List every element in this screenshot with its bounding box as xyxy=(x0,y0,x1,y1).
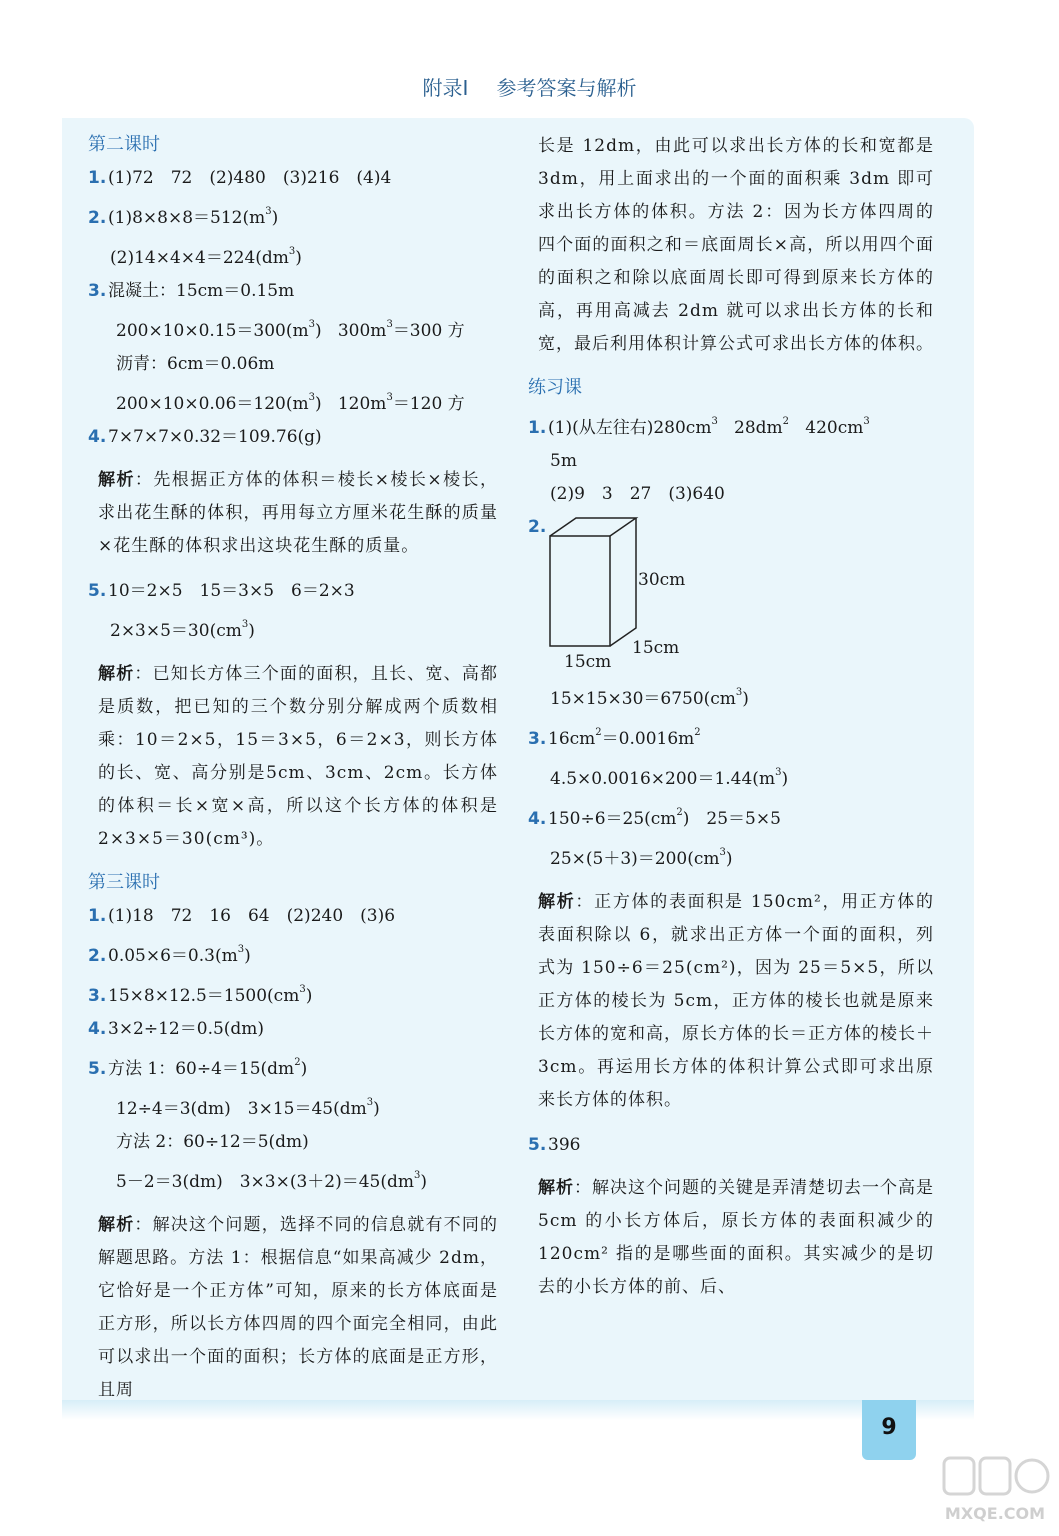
width-label: 15cm xyxy=(564,652,612,672)
answer-line: 5－2＝3(dm) $3\times 3\times(3+2)=45(dm^3)$ xyxy=(116,1170,428,1192)
answer-line: 3. $16cm^2=0.0016m^2$ xyxy=(528,727,701,749)
answer-line: 2. xyxy=(528,517,547,537)
answer-line: $200\times 10\times 0.15=300(m^3)$ $300m^3=300$ 方 xyxy=(116,319,465,341)
explanation-block: 解析：正方体的表面积是 150cm²，用正方体的表面积除以 6，就求出正方体一个面的面积，列式为 150÷6＝25(cm²)，因为 25＝5×5，所以正方体的棱长为 5cm，正方体的棱长也就是原来长方体的宽和高，原长方体的长＝正方体的棱长＋3cm。再运用长方体的体积计算公式即可求出原来长方体的体积。 xyxy=(538,892,935,1110)
cuboid-figure xyxy=(538,516,738,672)
answer-line: 5. 10＝2×5 15＝3×5 6＝2×3 xyxy=(88,581,355,601)
watermark-logo xyxy=(940,1452,1050,1530)
page-number: 9 xyxy=(862,1400,916,1460)
answer-line: 2. $0.05\times 6=0.3(m^3)$ xyxy=(88,944,251,966)
answer-line: 5m xyxy=(550,451,577,471)
section-title-practice: 练习课 xyxy=(528,377,582,398)
answer-line: 3. 混凝土：15cm＝0.15m xyxy=(88,281,295,301)
answer-line: $2\times 3\times 5=30(cm^3)$ xyxy=(110,619,255,641)
right-column xyxy=(528,122,934,1316)
answer-line: $25\times(5+3)=200(cm^3)$ xyxy=(550,847,733,869)
answer-line: $200\times 10\times 0.06=120(m^3)$ $120m^3=120$ 方 xyxy=(116,392,465,414)
answer-line: 4. $150\div 6=25(cm^2)$ 25＝5×5 xyxy=(528,807,781,829)
answer-line: $(2)14\times 4\times 4=224(dm^3)$ xyxy=(110,246,302,268)
answer-line: 3. $15\times 8\times 12.5=1500(cm^3)$ xyxy=(88,984,313,1006)
answer-line: 12÷4＝3(dm) $3\times 15=45(dm^3)$ xyxy=(116,1097,380,1119)
page-header xyxy=(0,72,1059,101)
answer-line: 2. $(1)8\times 8\times 8=512(m^3)$ xyxy=(88,206,279,228)
answer-line: 1. (1)72 72 (2)480 (3)216 (4)4 xyxy=(88,168,392,188)
watermark-text: MXQE.COM xyxy=(944,1504,1046,1523)
answer-line: $4.5\times 0.0016\times 200=1.44(m^3)$ xyxy=(550,767,789,789)
answer-line: 方法 2：60÷12＝5(dm) xyxy=(116,1132,309,1152)
header-title: 参考答案与解析 xyxy=(496,76,637,100)
answer-line: 1. (1)(从左往右)$280cm^3$ $28dm^2$ $420cm^3$ xyxy=(528,416,870,438)
answer-line: 1. (1)18 72 16 64 (2)240 (3)6 xyxy=(88,906,396,926)
explanation-continued: 长是 12dm，由此可以求出长方体的长和宽都是 3dm，用上面求出的一个面的面积乘 3dm 即可求出长方体的体积。方法 2：因为长方体四周的四个面的面积之和＝底面周长×高，所以用四个面的面积之和除以底面周长即可得到原来长方体的高，再用高减去 2dm 就可以求出长方体的长和宽，最后利用体积计算公式可求出长方体的体积。 xyxy=(538,136,934,354)
section-title-lesson2: 第二课时 xyxy=(88,134,160,155)
answer-line: 5. 396 xyxy=(528,1135,581,1155)
answer-line: 4. 3×2÷12＝0.5(dm) xyxy=(88,1019,265,1039)
section-title-lesson3: 第三课时 xyxy=(88,872,160,893)
answer-line: 沥青：6cm＝0.06m xyxy=(116,354,275,374)
explanation-block: 解析：已知长方体三个面的面积，且长、宽、高都是质数，把已知的三个数分别分解成两个质数相乘：10＝2×5，15＝3×5，6＝2×3，则长方体的长、宽、高分别是5cm、3cm、2cm。长方体的体积＝长×宽×高，所以这个长方体的体积是 2×3×5＝30(cm³)。 xyxy=(98,664,499,849)
answer-line: $15\times 15\times 30=6750(cm^3)$ xyxy=(550,687,749,709)
answer-line: 4. 7×7×7×0.32＝109.76(g) xyxy=(88,427,322,447)
explanation-block: 解析：解决这个问题，选择不同的信息就有不同的解题思路。方法 1：根据信息“如果高减少 2dm，它恰好是一个正方体”可知，原来的长方体底面是正方形，所以长方体四周的四个面完全相同，由此可以求出一个面的面积；长方体的底面是正方形，且周 xyxy=(98,1215,499,1400)
explanation-block: 解析：解决这个问题的关键是弄清楚切去一个高是 5cm 的小长方体后，原长方体的表面积减少的 120cm² 指的是哪些面的面积。其实减少的是切去的小长方体的前、后、 xyxy=(538,1178,934,1297)
explanation-block: 解析：先根据正方体的体积＝棱长×棱长×棱长，求出花生酥的体积，再用每立方厘米花生酥的质量×花生酥的体积求出这块花生酥的质量。 xyxy=(98,470,498,556)
depth-label: 15cm xyxy=(632,638,680,658)
answer-line: 5. 方法 1：$60\div 4=15(dm^2)$ xyxy=(88,1057,308,1079)
height-label: 30cm xyxy=(638,570,686,590)
left-column xyxy=(88,122,498,1419)
watermark-icon xyxy=(940,1452,1050,1504)
answer-line: (2)9 3 27 (3)640 xyxy=(550,484,725,504)
header-appendix: 附录Ⅰ xyxy=(422,76,469,100)
